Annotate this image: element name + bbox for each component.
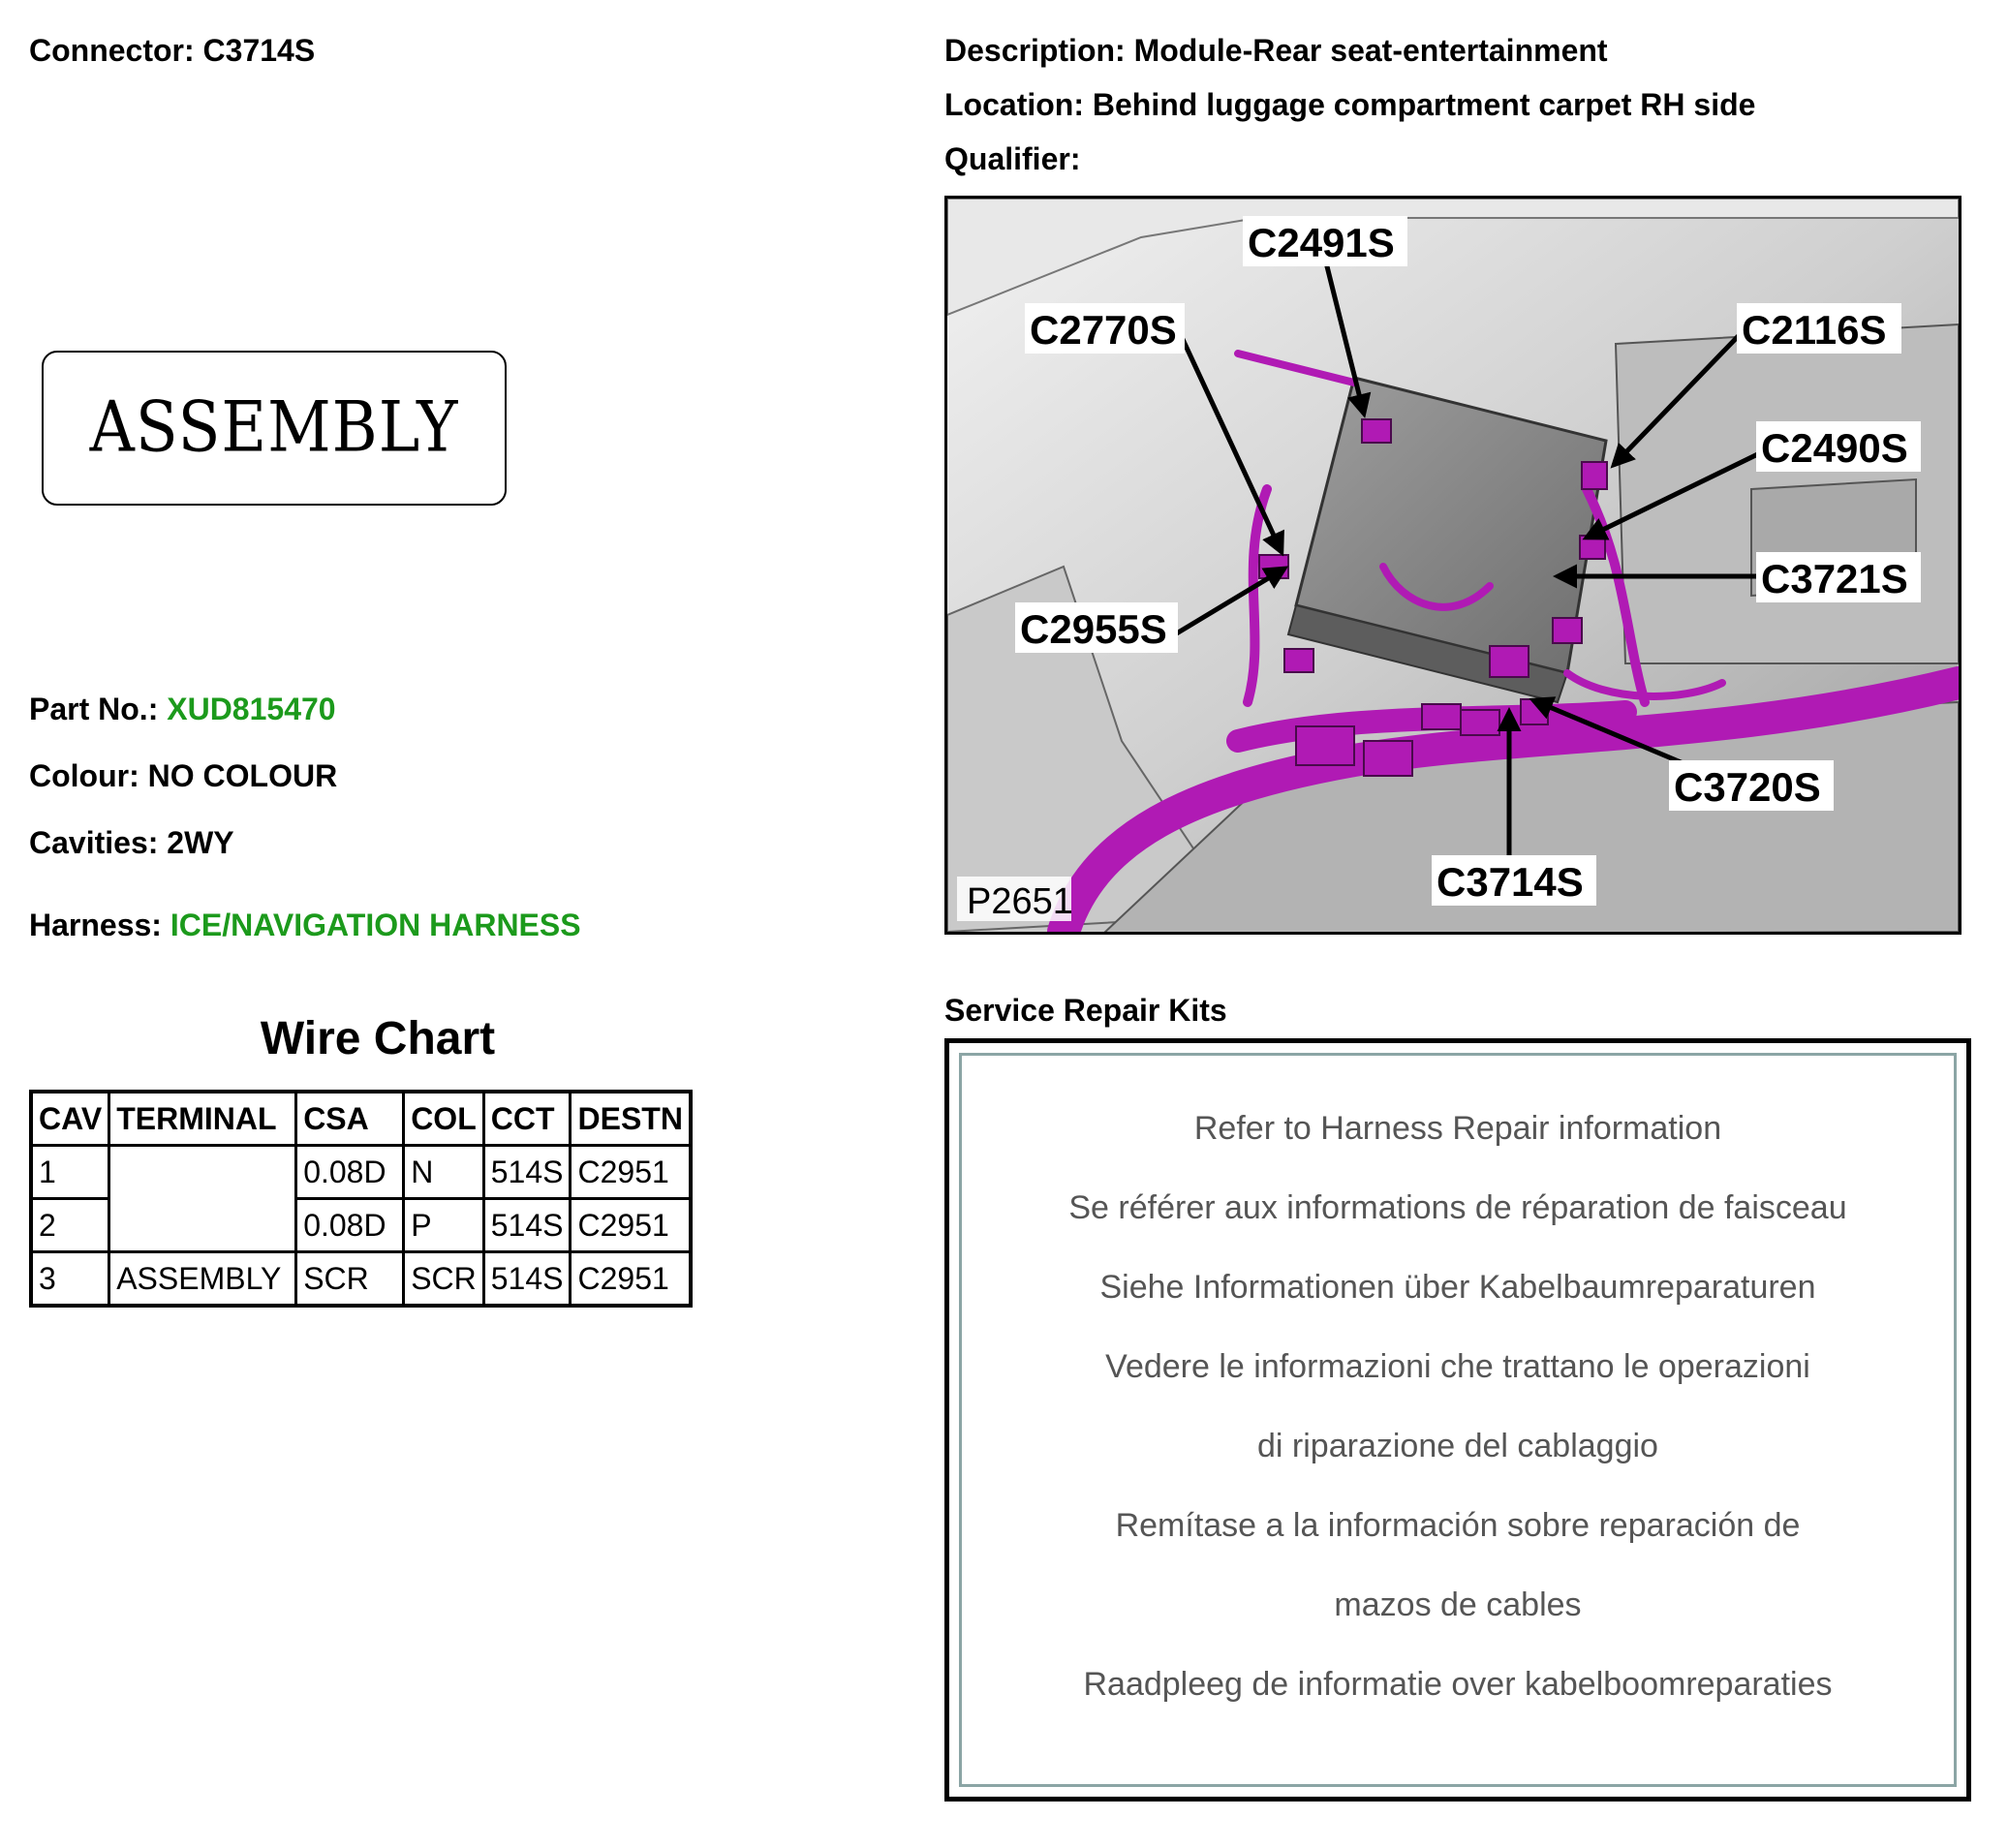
cell-terminal: ASSEMBLY [109,1252,296,1307]
callout-c3720s: C3720S [1674,764,1821,810]
repair-info-line: Siehe Informationen über Kabelbaumreparaturen [1099,1269,1816,1306]
cell-cct: 514S [483,1146,571,1199]
colour-label: Colour: NO COLOUR [29,758,338,793]
wire-chart-header-row [31,1092,691,1146]
qualifier-label: Qualifier: [944,141,1081,176]
service-repair-kits-box [944,1038,1971,1802]
wire-chart-table [29,1090,693,1308]
service-repair-kits-title: Service Repair Kits [944,993,1227,1028]
cell-terminal [109,1146,296,1252]
cell-col: P [404,1199,484,1252]
callout-c2490s: C2490S [1761,425,1908,471]
cell-col: SCR [404,1252,484,1307]
header-col: COL [404,1092,484,1146]
header-destn: DESTN [571,1092,691,1146]
cavities-label: Cavities: 2WY [29,825,234,860]
callout-c2770s: C2770S [1030,307,1177,353]
wire-chart-title: Wire Chart [260,1013,496,1064]
harness-row [29,908,581,943]
diagram-illustration [947,199,1959,932]
cell-cct: 514S [483,1252,571,1307]
callout-c2116s: C2116S [1742,307,1887,353]
header-cav: CAV [31,1092,109,1146]
cell-csa: 0.08D [296,1199,404,1252]
header-csa: CSA [296,1092,404,1146]
figure-id: P2651 [967,881,1073,922]
repair-info-line: mazos de cables [1334,1586,1582,1623]
cell-csa: SCR [296,1252,404,1307]
callout-c2955s: C2955S [1020,606,1167,652]
table-row [31,1252,691,1307]
cell-cav: 1 [31,1146,109,1199]
cell-destn: C2951 [571,1252,691,1307]
assembly-box [42,351,507,506]
repair-info-line: Refer to Harness Repair information [1193,1110,1722,1147]
cell-cav: 2 [31,1199,109,1252]
callout-c2491s: C2491S [1248,220,1395,265]
repair-info-line: Se référer aux informations de réparation de faisceau [1068,1189,1847,1226]
part-no-value: XUD815470 [167,692,336,726]
service-repair-kits-inner [959,1053,1957,1787]
table-row [31,1146,691,1199]
part-no-label: Part No.: [29,692,159,726]
cell-col: N [404,1146,484,1199]
harness-value: ICE/NAVIGATION HARNESS [170,908,581,942]
repair-info-line: di riparazione del cablaggio [1257,1428,1658,1464]
cell-destn: C2951 [571,1199,691,1252]
repair-info-line: Raadpleeg de informatie over kabelboomreparaties [1083,1666,1833,1703]
repair-info-line: Vedere le informazioni che trattano le operazioni [1105,1348,1810,1385]
harness-label: Harness: [29,908,162,942]
cell-cct: 514S [483,1199,571,1252]
cell-destn: C2951 [571,1146,691,1199]
repair-info-line: Remítase a la información sobre reparación de [1115,1507,1801,1544]
cell-csa: 0.08D [296,1146,404,1199]
header-cct: CCT [483,1092,571,1146]
callout-c3721s: C3721S [1761,556,1908,601]
cell-cav: 3 [31,1252,109,1307]
header-terminal: TERMINAL [109,1092,296,1146]
part-no-row [29,692,336,727]
connector-label: Connector: C3714S [29,33,316,68]
location-diagram [944,196,1962,935]
description-label: Description: Module-Rear seat-entertainment [944,33,1608,68]
callout-c3714s: C3714S [1436,859,1584,905]
location-label: Location: Behind luggage compartment carpet RH side [944,87,1756,122]
assembly-box-text: ASSEMBLY [89,387,459,469]
